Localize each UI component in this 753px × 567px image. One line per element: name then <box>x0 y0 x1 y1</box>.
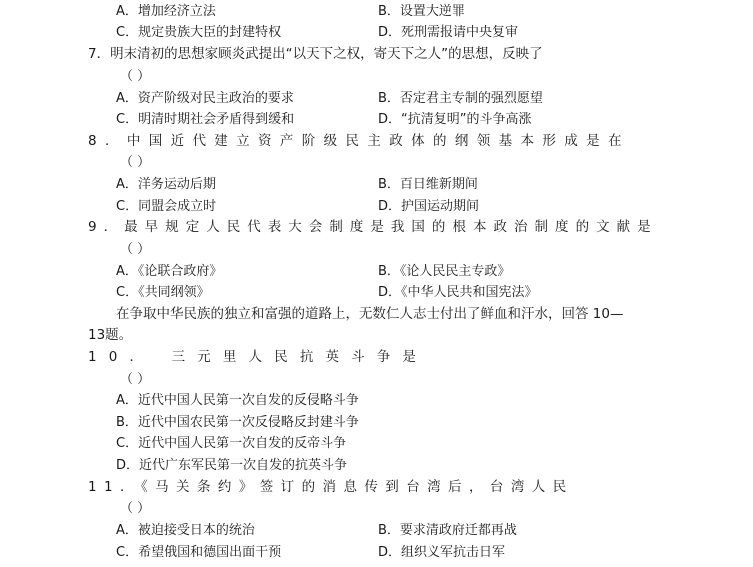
q10-option-b: B．近代中国农民第一次反侵略反封建斗争 <box>116 415 359 430</box>
q7-option-b: B．否定君主专制的强烈愿望 <box>378 91 543 106</box>
question-7-stem: 7．明末清初的思想家顾炎武提出“以天下之权，寄天下之人”的思想，反映了 <box>88 46 543 62</box>
q10-option-d: D．近代广东军民第一次自发的抗英斗争 <box>116 458 348 473</box>
q11-option-b: B．要求清政府迁都再战 <box>378 523 517 538</box>
q7-option-d: D．“抗清复明”的斗争高涨 <box>378 112 532 127</box>
q6-option-a: A．增加经济立法 <box>116 4 216 19</box>
question-8-answer-blank: （ ） <box>120 155 151 170</box>
section-intro-line-1: 在争取中华民族的独立和富强的道路上，无数仁人志士付出了鲜血和汗水，回答 10— <box>116 306 624 322</box>
section-intro-line-2: 13题。 <box>88 327 133 343</box>
q9-option-b: B．《论人民民主专政》 <box>378 264 511 279</box>
q9-option-d: D．《中华人民共和国宪法》 <box>378 285 538 300</box>
question-10-stem: 10． 三元里人民抗英斗争是 <box>88 349 429 365</box>
q8-option-c: C．同盟会成立时 <box>116 199 217 214</box>
question-8-stem: 8．中国近代建立资产阶级民主政体的纲领基本形成是在 <box>88 133 630 149</box>
q7-option-a: A．资产阶级对民主政治的要求 <box>116 91 294 106</box>
q7-option-c: C．明清时期社会矛盾得到缓和 <box>116 112 295 127</box>
q8-option-a: A．洋务运动后期 <box>116 177 216 192</box>
question-11-stem: 11．《马关条约》签订的消息传到台湾后，台湾人民 <box>88 479 574 495</box>
q6-option-c: C．规定贵族大臣的封建特权 <box>116 25 282 40</box>
q6-option-d: D．死刑需报请中央复审 <box>378 25 519 40</box>
q9-option-a: A．《论联合政府》 <box>116 264 223 279</box>
q9-option-c: C．《共同纲领》 <box>116 285 210 300</box>
question-11-answer-blank: （ ） <box>120 501 151 516</box>
q11-option-a: A．被迫接受日本的统治 <box>116 523 255 538</box>
q8-option-b: B．百日维新期间 <box>378 177 478 192</box>
q8-option-d: D．护国运动期间 <box>378 199 480 214</box>
q11-option-d: D．组织义军抗击日军 <box>378 545 506 560</box>
question-9-stem: 9．最早规定人民代表大会制度是我国的根本政治制度的文献是 <box>88 219 658 235</box>
q11-option-c: C．希望俄国和德国出面干预 <box>116 545 282 560</box>
q10-option-a: A．近代中国人民第一次自发的反侵略斗争 <box>116 393 359 408</box>
question-10-answer-blank: （ ） <box>120 372 151 387</box>
q10-option-c: C．近代中国人民第一次自发的反帝斗争 <box>116 436 347 451</box>
q6-option-b: B．设置大逆罪 <box>378 4 465 19</box>
question-9-answer-blank: （ ） <box>120 242 151 257</box>
question-7-answer-blank: （ ） <box>120 69 151 84</box>
